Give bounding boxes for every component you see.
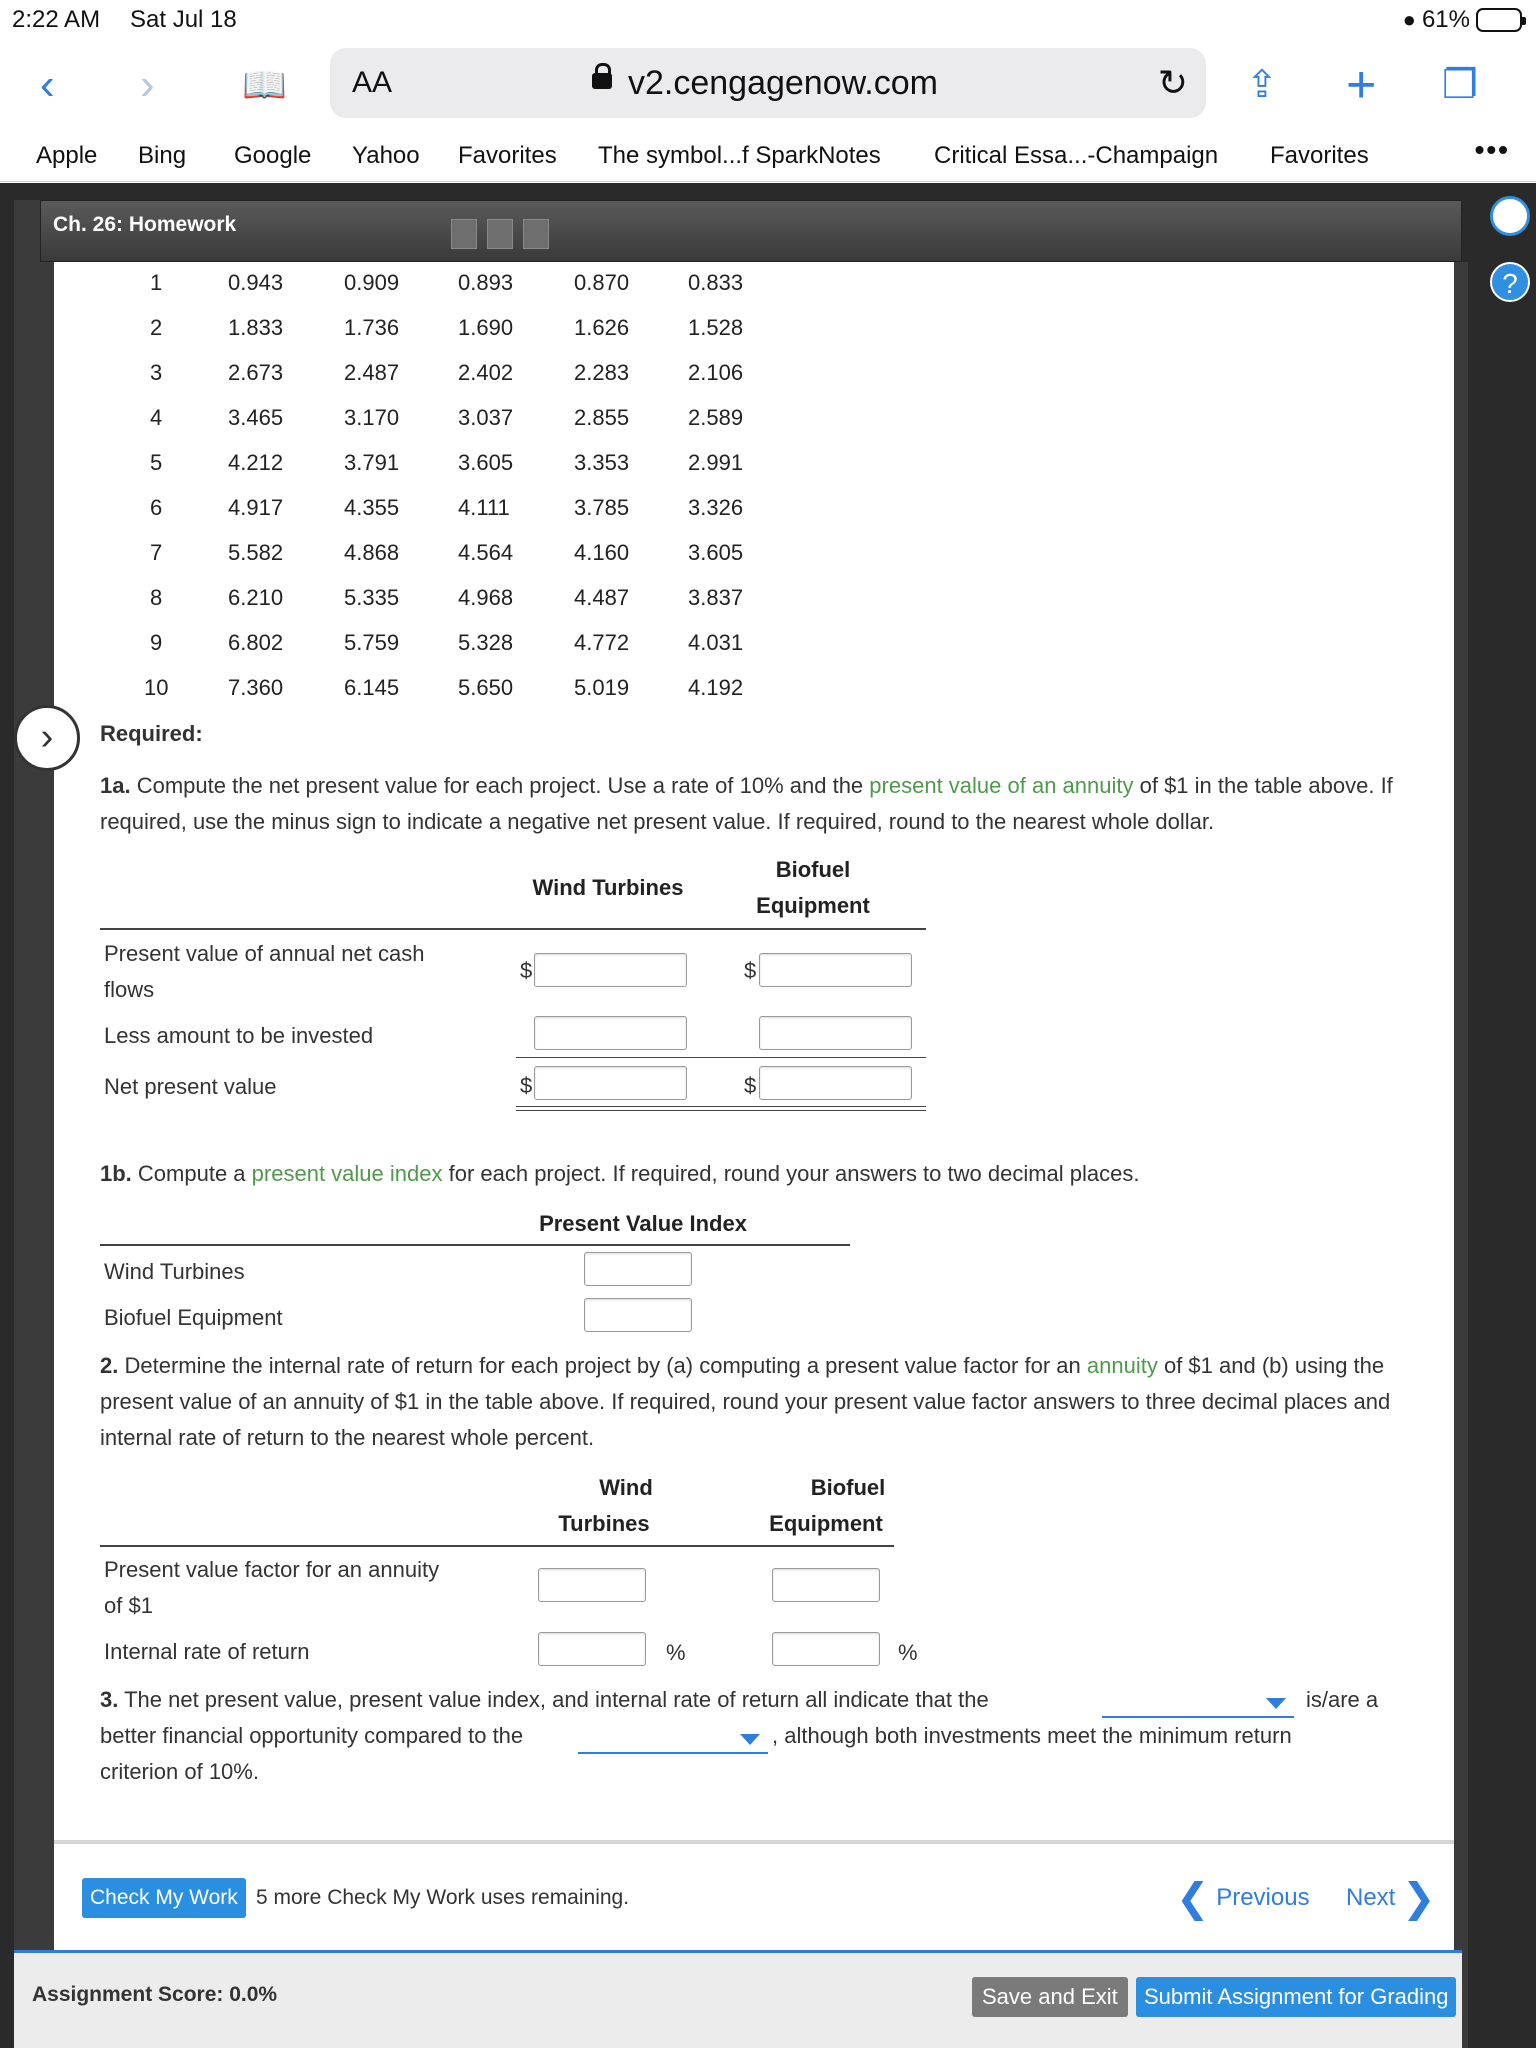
table-cell: 3.837 [688, 585, 744, 610]
biofuel-factor-input[interactable] [772, 1568, 880, 1602]
favorite-link[interactable]: Bing [138, 142, 187, 169]
more-icon[interactable]: ••• [1474, 134, 1510, 165]
table-cell: 3.326 [688, 495, 744, 520]
notes-icon[interactable] [523, 219, 549, 249]
currency-sign: $ [520, 1073, 533, 1098]
wind-invested-input[interactable] [534, 1016, 687, 1050]
percent-sign: % [666, 1640, 686, 1665]
table-period: 7 [150, 540, 163, 565]
q1b-text-part2: for each project. If required, round your answers to two decimal places. [448, 1161, 1140, 1186]
biofuel-npv-input[interactable] [759, 1066, 912, 1100]
assignment-header [40, 200, 1462, 262]
table-cell: 0.909 [344, 270, 400, 295]
table-cell: 3.785 [574, 495, 630, 520]
assignment-score: Assignment Score: 0.0% [32, 1983, 278, 2006]
wifi-icon: ● [1402, 7, 1416, 32]
bookmarks-icon[interactable]: 📖 [242, 64, 287, 105]
battery-icon [1476, 8, 1522, 32]
battery-percent: 61% [1421, 6, 1470, 33]
q1a-text-part1: Compute the net present value for each project. Use a rate of 10% and the [136, 773, 864, 798]
table-cell: 4.355 [344, 495, 400, 520]
table-cell: 1.528 [688, 315, 744, 340]
table-period: 2 [150, 315, 163, 340]
favorite-link[interactable]: Google [234, 142, 312, 169]
table-cell: 4.212 [228, 450, 284, 475]
table-cell: 2.106 [688, 360, 744, 385]
left-rail [14, 200, 54, 2048]
q1a-row-pv-label [104, 936, 424, 1008]
q1a-total-rule-1 [516, 1106, 926, 1107]
q2-link[interactable]: annuity [1086, 1353, 1158, 1378]
table-cell: 4.192 [688, 675, 744, 700]
q2-row-irr-label: Internal rate of return [104, 1639, 310, 1664]
wind-irr-input[interactable] [538, 1632, 646, 1666]
table-cell: 2.991 [688, 450, 744, 475]
table-cell: 1.626 [574, 315, 630, 340]
help-icon[interactable]: ? [1490, 262, 1530, 302]
q2-col-biofuel-line2: Equipment [769, 1511, 883, 1536]
table-cell: 5.335 [344, 585, 400, 610]
table-period: 5 [150, 450, 163, 475]
currency-sign: $ [520, 958, 533, 983]
q2-row-factor-label [104, 1552, 439, 1624]
address-bar[interactable] [330, 48, 1206, 118]
q3-text-part4: , although both investments meet the minimum return [772, 1723, 1292, 1748]
table-cell: 0.943 [228, 270, 284, 295]
table-cell: 2.487 [344, 360, 400, 385]
status-bar [0, 0, 1536, 40]
q1a-row-pv-line1: Present value of annual net cash [104, 941, 425, 966]
browser-toolbar [0, 40, 1536, 130]
check-my-work-button[interactable]: Check My Work [82, 1878, 246, 1918]
favorite-link[interactable]: Critical Essa...-Champaign [934, 142, 1219, 169]
table-period: 8 [150, 585, 163, 610]
table-cell: 5.328 [458, 630, 514, 655]
status-date: Sat Jul 18 [130, 6, 237, 33]
favorite-link[interactable]: Apple [36, 142, 98, 169]
q1b-link[interactable]: present value index [251, 1161, 443, 1186]
header-tools [451, 219, 549, 249]
q2-number: 2. [100, 1353, 119, 1378]
q1b-text-part1: Compute a [137, 1161, 246, 1186]
favorite-link[interactable]: Favorites [458, 142, 557, 169]
back-icon[interactable]: ‹ [40, 60, 55, 109]
q2-header-rule [100, 1545, 894, 1547]
q3-text-part3: better financial opportunity compared to the [100, 1723, 524, 1748]
table-cell: 2.855 [574, 405, 630, 430]
q3-text-part1: The net present value, present value index, and internal rate of return all indicate that the [124, 1687, 989, 1712]
status-time: 2:22 AM [12, 6, 101, 33]
table-period: 10 [144, 675, 169, 700]
table-cell: 2.402 [458, 360, 514, 385]
table-cell: 4.031 [688, 630, 744, 655]
table-period: 9 [150, 630, 163, 655]
table-cell: 4.160 [574, 540, 630, 565]
favorite-link[interactable]: The symbol...f SparkNotes [598, 142, 881, 169]
q3-number: 3. [100, 1687, 119, 1712]
q2-text [100, 1348, 1440, 1456]
table-cell: 1.690 [458, 315, 514, 340]
table-cell: 6.210 [228, 585, 284, 610]
chevron-right-icon: ❯ [1402, 1876, 1436, 1921]
currency-sign: $ [744, 1073, 757, 1098]
q2-row-factor-line1: Present value factor for an annuity [104, 1557, 440, 1582]
q2-col-wind-line1: Wind [599, 1475, 653, 1500]
q1a-row-invested-label: Less amount to be invested [104, 1023, 374, 1048]
q1a-subtotal-rule [516, 1057, 926, 1058]
next-label: Next [1346, 1884, 1396, 1911]
q1b-text [100, 1156, 1440, 1192]
q1a-row-npv-label: Net present value [104, 1074, 277, 1099]
table-cell: 2.283 [574, 360, 630, 385]
table-cell: 4.868 [344, 540, 400, 565]
compared-option-dropdown[interactable] [578, 1720, 768, 1754]
table-cell: 3.037 [458, 405, 514, 430]
q2-col-wind [540, 1470, 668, 1542]
table-period: 1 [150, 270, 163, 295]
q2-row-factor-line2: of $1 [104, 1593, 153, 1618]
next-button[interactable] [1346, 1878, 1436, 1919]
q1a-number: 1a. [100, 773, 131, 798]
table-cell: 5.582 [228, 540, 284, 565]
chevron-down-icon [740, 1734, 760, 1745]
table-period: 3 [150, 360, 163, 385]
lock-icon [592, 73, 612, 89]
ebook-icon[interactable] [451, 219, 477, 249]
q1a-col-biofuel-line1: Biofuel [775, 857, 851, 882]
table-cell: 4.968 [458, 585, 514, 610]
previous-button[interactable] [1176, 1878, 1310, 1919]
right-rail [1454, 262, 1468, 2048]
table-cell: 3.605 [688, 540, 744, 565]
text-size-button[interactable]: AA [352, 66, 393, 99]
table-cell: 5.650 [458, 675, 514, 700]
chevron-down-icon [1266, 1698, 1286, 1709]
table-cell: 0.893 [458, 270, 514, 295]
q1b-col-pvi: Present Value Index [539, 1211, 747, 1236]
q1a-col-biofuel-line2: Equipment [756, 893, 870, 918]
tabs-icon[interactable]: ❐ [1442, 63, 1478, 107]
table-cell: 3.465 [228, 405, 284, 430]
q3-line1 [100, 1682, 989, 1718]
table-cell: 2.673 [228, 360, 284, 385]
table-cell: 5.759 [344, 630, 400, 655]
table-cell: 4.772 [574, 630, 630, 655]
q2-col-biofuel [752, 1470, 900, 1542]
q1b-header-rule [100, 1244, 850, 1246]
table-cell: 3.791 [344, 450, 400, 475]
table-cell: 6.145 [344, 675, 400, 700]
table-cell: 4.111 [458, 495, 510, 520]
q1a-text-part2: of $1 in the table above. If required, use the minus sign to indicate a negative net present value. If required, round to the nearest whole dollar. [100, 773, 1393, 834]
biofuel-irr-input[interactable] [772, 1632, 880, 1666]
biofuel-pv-input[interactable] [759, 953, 912, 987]
new-tab-icon[interactable]: + [1346, 56, 1377, 114]
headset-icon[interactable] [1490, 196, 1530, 236]
table-cell: 0.870 [574, 270, 630, 295]
table-cell: 4.564 [458, 540, 514, 565]
wind-npv-input[interactable] [534, 1066, 687, 1100]
table-cell: 3.170 [344, 405, 400, 430]
forward-icon[interactable]: › [140, 60, 155, 109]
table-period: 6 [150, 495, 163, 520]
q2-text-part1: Determine the internal rate of return for each project by (a) computing a present value factor for an [124, 1353, 1081, 1378]
table-cell: 5.019 [574, 675, 630, 700]
q1a-row-pv-line2: flows [104, 977, 155, 1002]
favorite-link[interactable]: Yahoo [352, 142, 420, 169]
calculator-icon[interactable] [487, 219, 513, 249]
q1a-col-biofuel [730, 852, 896, 924]
wind-pvi-input[interactable] [584, 1252, 692, 1286]
q3-text-part2: is/are a [1306, 1687, 1379, 1712]
reload-icon[interactable]: ↻ [1157, 62, 1188, 103]
q3-text-part5: criterion of 10%. [100, 1759, 259, 1784]
q1a-col-wind: Wind Turbines [532, 875, 684, 900]
bottom-divider [54, 1840, 1454, 1844]
table-cell: 3.605 [458, 450, 514, 475]
q1a-total-rule-2 [516, 1110, 926, 1111]
check-remaining-text: 5 more Check My Work uses remaining. [256, 1886, 630, 1909]
expand-arrow-icon[interactable]: › [14, 705, 80, 771]
table-period: 4 [150, 405, 163, 430]
biofuel-invested-input[interactable] [759, 1016, 912, 1050]
q1b-number: 1b. [100, 1161, 132, 1186]
required-title: Required: [100, 721, 203, 746]
table-cell: 3.353 [574, 450, 630, 475]
url-text[interactable]: v2.cengagenow.com [628, 64, 938, 102]
q1a-text [100, 768, 1440, 840]
table-cell: 1.833 [228, 315, 284, 340]
save-and-exit-button[interactable]: Save and Exit [972, 1977, 1128, 2017]
table-cell: 7.360 [228, 675, 284, 700]
favorite-link[interactable]: Favorites [1270, 142, 1369, 169]
q1b-row-biofuel-label: Biofuel Equipment [104, 1305, 283, 1330]
q1b-row-wind-label: Wind Turbines [104, 1259, 245, 1284]
table-cell: 1.736 [344, 315, 400, 340]
q2-col-biofuel-line1: Biofuel [810, 1475, 886, 1500]
currency-sign: $ [744, 958, 757, 983]
chevron-left-icon: ❮ [1176, 1876, 1210, 1921]
wind-pv-input[interactable] [534, 953, 687, 987]
wind-factor-input[interactable] [538, 1568, 646, 1602]
submit-assignment-button[interactable]: Submit Assignment for Grading [1136, 1977, 1456, 2017]
q2-col-wind-line2: Turbines [558, 1511, 650, 1536]
table-cell: 2.589 [688, 405, 744, 430]
biofuel-pvi-input[interactable] [584, 1298, 692, 1332]
assignment-title: Ch. 26: Homework [53, 213, 237, 236]
q1a-link[interactable]: present value of an annuity [869, 773, 1134, 798]
table-cell: 4.487 [574, 585, 630, 610]
better-option-dropdown[interactable] [1102, 1684, 1294, 1718]
percent-sign: % [898, 1640, 918, 1665]
previous-label: Previous [1216, 1884, 1310, 1911]
share-icon[interactable]: ⇪ [1246, 64, 1278, 106]
q2-text-part2: of $1 and (b) using the present value of an annuity of $1 in the table above. If required, round your present value factor answers to three decimal places and internal rate of return to the nearest whole percent. [100, 1353, 1391, 1450]
status-right [1403, 6, 1522, 34]
favorites-bar [0, 130, 1536, 182]
table-cell: 0.833 [688, 270, 744, 295]
assignment-footer [14, 1950, 1462, 2048]
q1a-header-rule [100, 928, 926, 930]
table-cell: 4.917 [228, 495, 284, 520]
table-cell: 6.802 [228, 630, 284, 655]
